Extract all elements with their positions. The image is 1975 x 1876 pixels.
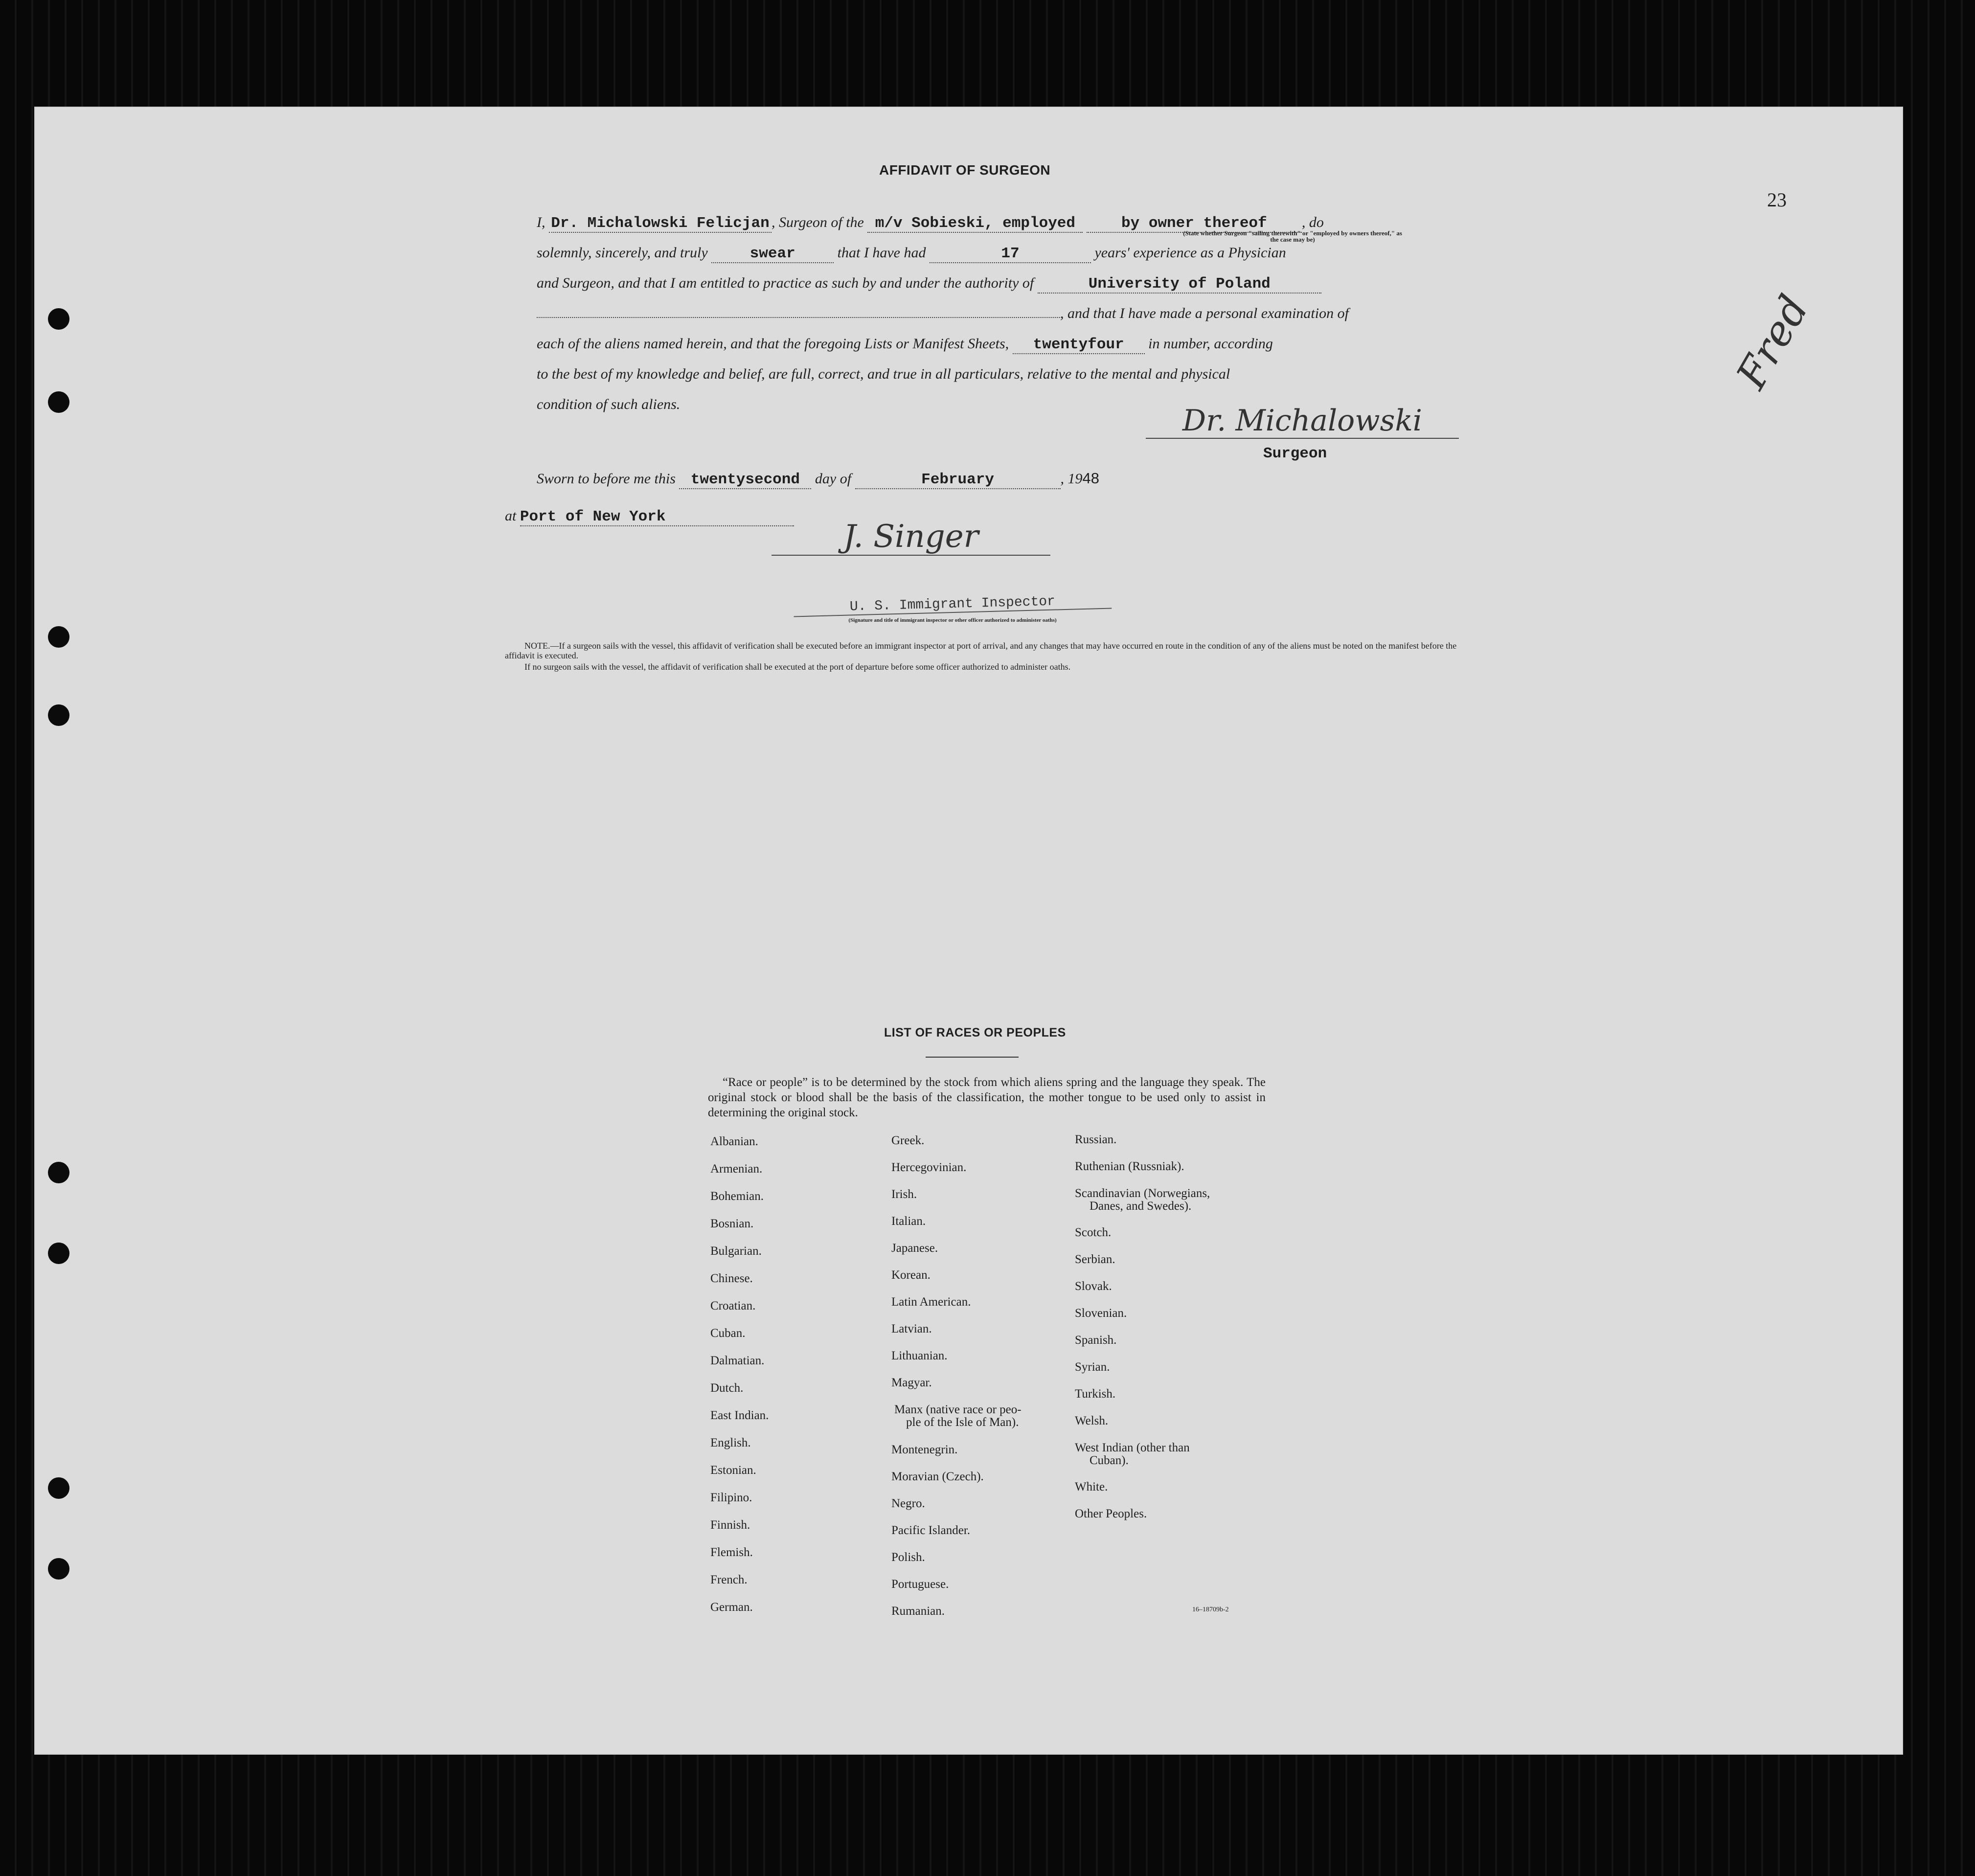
binder-hole <box>48 308 69 330</box>
handwritten-mark: Fred <box>1727 287 1818 397</box>
affidavit-line-3 <box>537 275 1321 294</box>
affidavit-line-6: to the best of my knowledge and belief, are full, correct, and true in all particulars, relative to the mental and physical <box>537 366 1230 382</box>
race-entry: Lithuanian. <box>891 1349 948 1362</box>
text: solemnly, sincerely, and truly <box>537 245 708 261</box>
sworn-day-field: twentysecond <box>679 471 811 489</box>
race-entry: Bohemian. <box>710 1190 764 1203</box>
text: in number, according <box>1148 336 1273 352</box>
inspector-signature: J. Singer <box>772 519 1050 556</box>
affidavit-line-5 <box>537 336 1273 354</box>
race-entry: Japanese. <box>891 1242 938 1255</box>
affidavit-line-4 <box>537 305 1349 322</box>
race-entry: French. <box>710 1573 748 1586</box>
race-entry: Irish. <box>891 1188 917 1201</box>
race-entry: Cuban. <box>710 1327 746 1340</box>
race-entry: English. <box>710 1436 751 1449</box>
surgeon-label: Surgeon <box>1263 445 1327 462</box>
race-entry: Chinese. <box>710 1272 753 1285</box>
inspector-title: U. S. Immigrant Inspector <box>794 592 1112 617</box>
vessel-field: m/v Sobieski, employed <box>867 215 1083 233</box>
race-entry: Pacific Islander. <box>891 1524 971 1537</box>
affidavit-line-7: condition of such aliens. <box>537 396 681 412</box>
race-entry: Turkish. <box>1075 1387 1116 1401</box>
race-entry: Flemish. <box>710 1546 753 1559</box>
race-entry: Dutch. <box>710 1381 744 1395</box>
text: Sworn to before me this <box>537 471 676 487</box>
race-entry: Hercegovinian. <box>891 1161 967 1174</box>
race-entry: Slovenian. <box>1075 1307 1127 1320</box>
race-entry: Manx (native race or peo- <box>894 1403 1022 1416</box>
surgeon-signature: Dr. Michalowski <box>1146 404 1459 439</box>
text: that I have had <box>837 245 926 261</box>
race-entry: Russian. <box>1075 1133 1117 1146</box>
binder-hole <box>48 704 69 726</box>
employment-note: (State whether Surgeon "sailing therewith" or "employed by owners thereof," as the case may be) <box>1183 229 1402 243</box>
race-entry: Croatian. <box>710 1299 756 1312</box>
text: I, <box>537 214 545 230</box>
race-entry: Estonian. <box>710 1464 756 1477</box>
binder-hole <box>48 1162 69 1183</box>
binder-hole <box>48 1558 69 1580</box>
race-entry: Latvian. <box>891 1322 932 1335</box>
text: , 19 <box>1060 471 1083 487</box>
race-entry: Latin American. <box>891 1295 971 1309</box>
binder-hole <box>48 1477 69 1499</box>
race-entry: Filipino. <box>710 1491 752 1504</box>
race-entry: Dalmatian. <box>710 1354 765 1367</box>
race-entry: West Indian (other than <box>1075 1441 1190 1454</box>
note-2: If no surgeon sails with the vessel, the affidavit of verification shall be executed at the port of departure before some officer authorized to administer oaths. <box>524 662 1071 672</box>
race-entry: Cuban). <box>1090 1454 1129 1467</box>
text: and Surgeon, and that I am entitled to practice as such by and under the authority of <box>537 275 1034 291</box>
form-number: 16–18709b-2 <box>1192 1606 1229 1613</box>
race-entry: Rumanian. <box>891 1605 945 1618</box>
race-entry: Slovak. <box>1075 1280 1112 1293</box>
race-entry: East Indian. <box>710 1409 769 1422</box>
race-entry: Spanish. <box>1075 1334 1117 1347</box>
race-entry: Armenian. <box>710 1162 763 1175</box>
text: , do <box>1301 214 1324 230</box>
surgeon-name-field: Dr. Michalowski Felicjan <box>549 215 772 233</box>
sheets-field: twentyfour <box>1013 336 1145 354</box>
race-entry: Scandinavian (Norwegians, <box>1075 1187 1210 1200</box>
race-entry: Ruthenian (Russniak). <box>1075 1160 1184 1173</box>
race-entry: Montenegrin. <box>891 1443 958 1456</box>
affidavit-title: AFFIDAVIT OF SURGEON <box>879 162 1051 178</box>
place-line <box>505 508 794 526</box>
race-entry: German. <box>710 1601 753 1614</box>
note-1: NOTE.—If a surgeon sails with the vessel, this affidavit of verification shall be executed before an immigrant inspector at port of arrival, and any changes that may have occurred en route in the condition of any of the aliens must be noted on the manifest before the affidavit is executed. <box>505 641 1457 660</box>
race-entry: Korean. <box>891 1268 931 1282</box>
race-entry: Other Peoples. <box>1075 1507 1147 1520</box>
race-entry: Negro. <box>891 1497 925 1510</box>
place-field: Port of New York <box>520 508 794 526</box>
races-title: LIST OF RACES OR PEOPLES <box>884 1026 1066 1040</box>
race-entry: White. <box>1075 1480 1108 1493</box>
binder-hole <box>48 1243 69 1264</box>
race-entry: Welsh. <box>1075 1414 1109 1427</box>
years-field: 17 <box>930 245 1091 263</box>
inspector-note: (Signature and title of immigrant inspector or other officer authorized to administer oaths) <box>848 617 1057 623</box>
text: each of the aliens named herein, and that the foregoing Lists or Manifest Sheets, <box>537 336 1009 352</box>
binder-hole <box>48 391 69 413</box>
race-entry: ple of the Isle of Man). <box>906 1416 1019 1429</box>
document-page <box>34 107 1903 1755</box>
race-entry: Portuguese. <box>891 1578 949 1591</box>
race-entry: Scotch. <box>1075 1226 1112 1239</box>
blank-line <box>537 317 1060 318</box>
authority-field: University of Poland <box>1038 275 1321 294</box>
race-entry: Moravian (Czech). <box>891 1470 984 1483</box>
text: , and that I have made a personal examination of <box>1060 305 1349 321</box>
text: years' experience as a Physician <box>1094 245 1286 261</box>
race-entry: Serbian. <box>1075 1253 1115 1266</box>
affidavit-line-2 <box>537 245 1286 263</box>
title-rule <box>926 1057 1019 1058</box>
page-number: 23 <box>1767 189 1787 211</box>
oath-field: swear <box>711 245 834 263</box>
text: , Surgeon of the <box>772 214 864 230</box>
race-entry: Bulgarian. <box>710 1244 762 1258</box>
race-entry: Danes, and Swedes). <box>1090 1199 1192 1213</box>
race-entry: Italian. <box>891 1215 926 1228</box>
text: at <box>505 508 517 524</box>
race-entry: Finnish. <box>710 1518 750 1532</box>
race-entry: Magyar. <box>891 1376 932 1389</box>
race-entry: Greek. <box>891 1134 925 1147</box>
text: day of <box>815 471 852 487</box>
race-entry: Bosnian. <box>710 1217 754 1230</box>
binder-hole <box>48 626 69 648</box>
races-intro: “Race or people” is to be determined by the stock from which aliens spring and the language they speak. The original stock or blood shall be the basis of the classification, the mother tongue to be used only to assist in determining the original stock. <box>708 1076 1266 1119</box>
race-entry: Albanian. <box>710 1135 758 1148</box>
race-entry: Syrian. <box>1075 1360 1110 1374</box>
sworn-year-field: 48 <box>1082 470 1100 487</box>
sworn-line <box>537 470 1099 489</box>
race-entry: Polish. <box>891 1551 925 1564</box>
sworn-month-field: February <box>855 471 1061 489</box>
employment-value: by owner thereof <box>1121 215 1267 232</box>
